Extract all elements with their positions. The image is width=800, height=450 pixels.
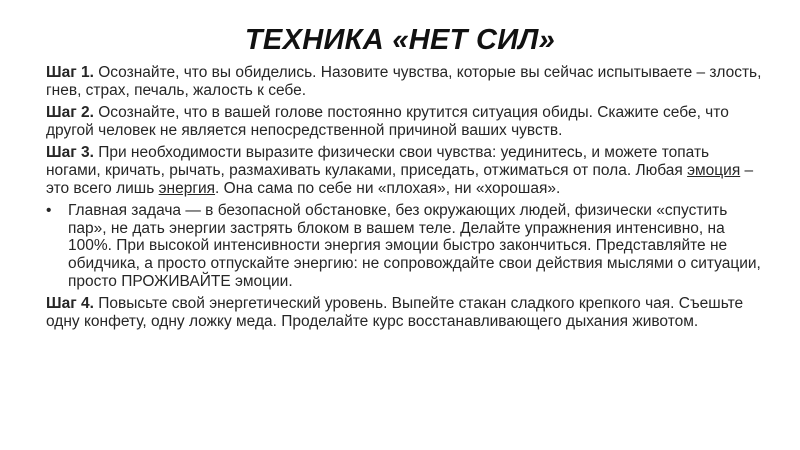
step-2-paragraph	[46, 104, 766, 139]
step-3-text-before: При необходимости выразите физически свои чувства: уединитесь, и можете топать ногами, кричать, рычать, размахивать кулаками, приседать, отжиматься от пола. Любая	[46, 144, 710, 179]
step-2-label: Шаг 2.	[46, 104, 94, 122]
step-2-text: Осознайте, что в вашей голове постоянно крутится ситуация обиды. Скажите себе, что другой человек не является непосредственной причиной ваших чувств.	[46, 104, 729, 139]
slide-content	[46, 64, 766, 335]
step-1-label: Шаг 1.	[46, 64, 94, 81]
step-3-text-after: . Она сама по себе ни «плохая», ни «хорошая».	[215, 179, 561, 197]
emotion-link[interactable]: эмоция	[687, 161, 741, 179]
step-4-label: Шаг 4.	[46, 295, 94, 313]
step-1-paragraph	[46, 64, 766, 99]
step-3-text-middle: – это всего лишь	[46, 161, 754, 197]
step-4-text: Повысьте свой энергетический уровень. Выпейте стакан сладкого крепкого чая. Съешьте одну конфету, одну ложку меда. Проделайте курс восстанавливающего дыхания животом.	[46, 295, 744, 330]
bullet-item	[46, 202, 766, 290]
step-4-paragraph	[46, 295, 766, 330]
step-3-label: Шаг 3.	[46, 144, 94, 162]
step-1-text: Осознайте, что вы обиделись. Назовите чувства, которые вы сейчас испытываете – злость, гнев, страх, печаль, жалость к себе.	[46, 64, 762, 99]
bullet-marker: •	[46, 202, 52, 220]
step-3-paragraph	[46, 144, 766, 197]
energy-link[interactable]: энергия	[158, 179, 216, 197]
slide-title: ТЕХНИКА «НЕТ СИЛ»	[244, 24, 556, 56]
bullet-text: Главная задача — в безопасной обстановке, без окружающих людей, физически «спустить пар», не дать энергии застрять блоком в вашем теле. Делайте упражнения интенсивно, на 100%. При высокой интенсивности энергия эмоции быстро закончиться. Представляйте не обидчика, а просто отпускайте энергию: не сопровождайте свои действия мыслями о ситуации, просто ПРОЖИВАЙТЕ эмоции.	[68, 202, 761, 290]
